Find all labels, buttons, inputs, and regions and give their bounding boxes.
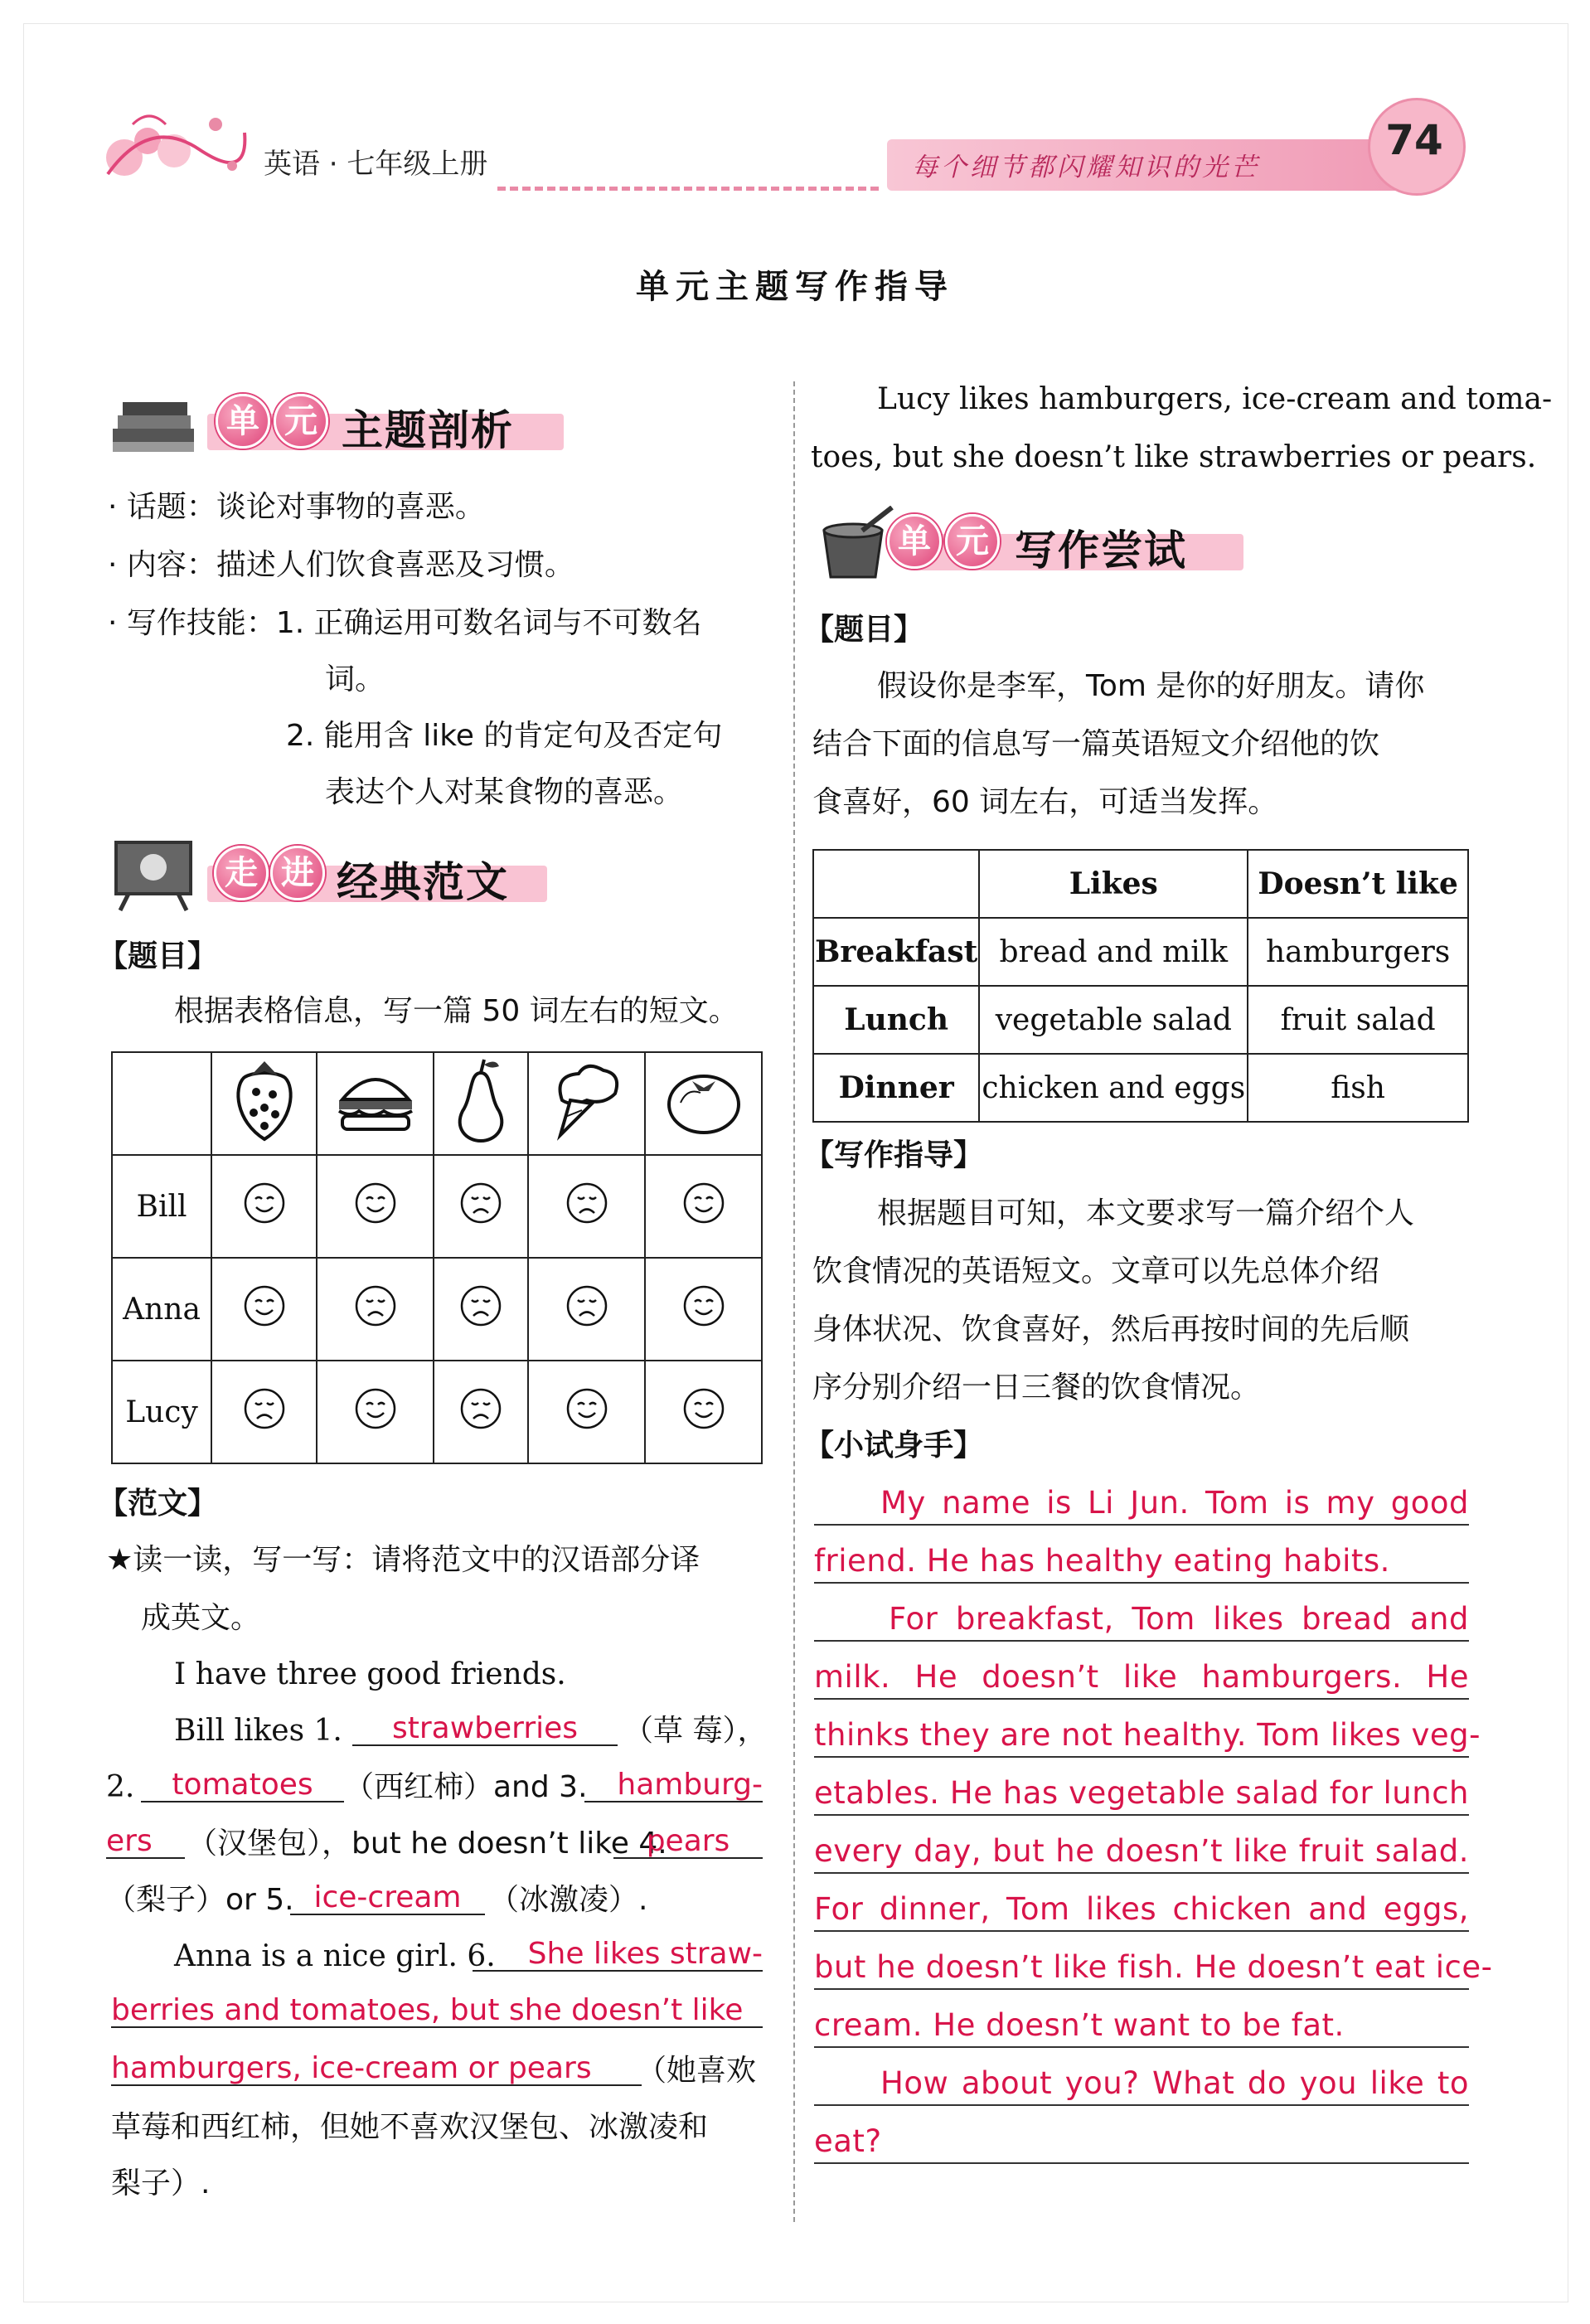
meal-cell: Lunch (813, 986, 979, 1054)
guide-line: 身体状况、饮食喜好，然后再按时间的先后顺 (812, 1312, 1410, 1346)
row-name: Bill (112, 1155, 211, 1258)
pear-icon (434, 1052, 528, 1155)
answer-line: For breakfast, Tom likes bread and (814, 1595, 1469, 1642)
diet-info-table (812, 849, 1469, 1123)
text: 草莓和西红柿，但她不喜欢汉堡包、冰激凌和 (111, 2110, 709, 2144)
section-header-try (812, 506, 1277, 580)
text: （梨子）or 5. (106, 1883, 294, 1917)
header-divider (497, 187, 879, 191)
meal-cell: Breakfast (813, 918, 979, 986)
section-bubble: 单 (216, 394, 270, 449)
section-title: 主题剖析 (342, 406, 514, 454)
sad-face-icon (565, 1181, 608, 1225)
answer-blank-6: She likes straw- (473, 1937, 763, 1972)
smile-face-icon (243, 1181, 286, 1225)
answer-line: every day, but he doesn’t like fruit salad. (814, 1827, 1469, 1874)
table-cell: bread and milk (979, 918, 1248, 986)
sad-face-icon (459, 1284, 502, 1327)
sad-face-icon (243, 1387, 286, 1430)
try-label: 【小试身手】 (804, 1429, 984, 1463)
text: 2. (106, 1770, 135, 1804)
page-number: 74 (1385, 116, 1443, 164)
answer-line: but he doesn’t like fish. He doesn’t eat ice- (814, 1943, 1469, 1990)
answer-line: eat? (814, 2118, 1469, 2164)
table-row (112, 1155, 762, 1258)
table-cell: fruit salad (1248, 986, 1468, 1054)
smile-face-icon (682, 1284, 725, 1327)
guide-label: 【写作指导】 (804, 1138, 984, 1172)
smile-face-icon (682, 1387, 725, 1430)
sad-face-icon (565, 1284, 608, 1327)
table-header-row (813, 850, 1468, 918)
answer-blank-6-cont: berries and tomatoes, but she doesn’t like (111, 1993, 763, 2028)
blackboard-icon (108, 837, 199, 912)
table-cell: fish (1248, 1054, 1468, 1122)
skill-item-2: 2. 能用含 like 的肯定句及否定句 (286, 719, 723, 753)
model-paragraph-lucy: Lucy likes hamburgers, ice-cream and toma- (877, 382, 1553, 416)
section-bubble: 元 (274, 394, 328, 449)
smile-face-icon (565, 1387, 608, 1430)
books-icon (108, 386, 199, 460)
row-name: Anna (112, 1258, 211, 1361)
content-item: · 内容：描述人们饮食喜恶及习惯。 (108, 548, 574, 582)
answer-line: My name is Li Jun. Tom is my good (814, 1479, 1469, 1526)
table-row (813, 986, 1468, 1054)
guide-line: 饮食情况的英语短文。文章可以先总体介绍 (812, 1254, 1380, 1288)
hamburger-icon (317, 1052, 434, 1155)
text: （冰激凌）. (489, 1883, 648, 1917)
page-title: 单元主题写作指导 (636, 268, 954, 306)
text: Anna is a nice girl. 6. (174, 1939, 496, 1973)
topic-label: 【题目】 (804, 613, 924, 647)
model-paragraph-1: I have three good friends. (174, 1657, 566, 1691)
sad-face-icon (459, 1387, 502, 1430)
table-row (813, 1054, 1468, 1122)
prompt: 根据表格信息，写一篇 50 词左右的短文。 (174, 994, 739, 1028)
slogan: 每个细节都闪耀知识的光芒 (912, 153, 1260, 182)
answer-line: friend. He has healthy eating habits. (814, 1537, 1469, 1584)
section-bubble: 元 (945, 514, 1000, 569)
table-row (112, 1361, 762, 1463)
preference-table (111, 1051, 763, 1464)
column-divider (793, 381, 795, 2222)
model-paragraph-lucy-cont: toes, but she doesn’t like strawberries or pears. (811, 440, 1537, 474)
table-row (813, 918, 1468, 986)
prompt-line: 食喜好，60 词左右，可适当发挥。 (812, 785, 1278, 819)
section-header-model (108, 837, 572, 912)
instruction-cont: 成英文。 (141, 1601, 261, 1635)
answer-blank-1: strawberries (352, 1711, 618, 1746)
text: （汉堡包），but he doesn’t like 4. (187, 1827, 667, 1861)
topic-label: 【题目】 (98, 939, 218, 973)
prompt-line: 假设你是李军，Tom 是你的好朋友。请你 (877, 669, 1425, 703)
table-cell: chicken and eggs (979, 1054, 1248, 1122)
section-bubble: 单 (887, 514, 942, 569)
sad-face-icon (459, 1181, 502, 1225)
answer-line: cream. He doesn’t want to be fat. (814, 2001, 1469, 2048)
ice-cream-icon (528, 1052, 645, 1155)
guide-line: 序分别介绍一日三餐的饮食情况。 (812, 1371, 1261, 1405)
smile-face-icon (243, 1284, 286, 1327)
row-name: Lucy (112, 1361, 211, 1463)
smile-face-icon (354, 1387, 397, 1430)
answer-line: For dinner, Tom likes chicken and eggs, (814, 1885, 1469, 1932)
text: （她喜欢 (637, 2054, 757, 2088)
table-cell: hamburgers (1248, 918, 1468, 986)
answer-blank-2: tomatoes (141, 1768, 344, 1802)
answer-blank-5: ice-cream (290, 1880, 485, 1915)
section-header-analysis (108, 386, 572, 460)
answer-blank-3: hamburg- (584, 1768, 763, 1802)
answer-line: milk. He doesn’t like hamburgers. He (814, 1653, 1469, 1700)
column-header: Doesn’t like (1248, 850, 1468, 918)
answer-line: How about you? What do you like to (814, 2060, 1469, 2106)
table-row (112, 1258, 762, 1361)
sad-face-icon (354, 1284, 397, 1327)
answer-blank-4: pears (613, 1824, 763, 1859)
table-row (112, 1052, 762, 1155)
table-cell: vegetable salad (979, 986, 1248, 1054)
smile-face-icon (682, 1181, 725, 1225)
text: （西红柿）and 3. (344, 1770, 588, 1804)
floral-ornament-icon (99, 99, 249, 191)
smile-face-icon (354, 1181, 397, 1225)
topic-item: · 话题：谈论对事物的喜恶。 (108, 490, 485, 524)
answer-line: thinks they are not healthy. Tom likes veg- (814, 1711, 1469, 1758)
section-title: 写作尝试 (1015, 526, 1187, 575)
prompt-line: 结合下面的信息写一篇英语短文介绍他的饮 (812, 727, 1380, 761)
text: 梨子）. (111, 2166, 211, 2200)
answer-blank-3-cont: ers (106, 1824, 185, 1859)
model-label: 【范文】 (98, 1487, 218, 1521)
tomato-icon (645, 1052, 762, 1155)
strawberry-icon (211, 1052, 317, 1155)
book-title: 英语 · 七年级上册 (264, 148, 488, 181)
column-header: Likes (979, 850, 1248, 918)
skill-item-2-cont: 表达个人对某食物的喜恶。 (325, 775, 684, 809)
text: （草 莓）， (623, 1714, 768, 1748)
skill-item-cont: 词。 (325, 662, 385, 696)
answer-blank-6-end: hamburgers, ice-cream or pears (111, 2051, 642, 2086)
answer-line: etables. He has vegetable salad for lunch (814, 1769, 1469, 1816)
text: Bill likes 1. (174, 1714, 342, 1748)
section-bubble: 走 (214, 846, 269, 900)
section-title: 经典范文 (337, 858, 509, 906)
instruction: ★读一读，写一写：请将范文中的汉语部分译 (106, 1543, 700, 1577)
guide-line: 根据题目可知，本文要求写一篇介绍个人 (877, 1196, 1415, 1230)
skill-item: · 写作技能：1. 正确运用可数名词与不可数名 (108, 606, 702, 640)
meal-cell: Dinner (813, 1054, 979, 1122)
section-bubble: 进 (270, 846, 325, 900)
